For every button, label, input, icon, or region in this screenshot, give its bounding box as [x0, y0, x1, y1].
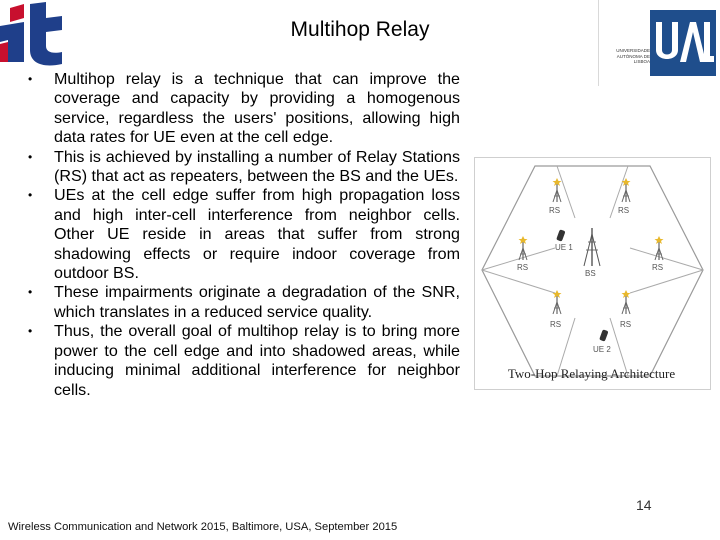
bullet-item — [24, 148, 460, 187]
diagram-caption: Two-Hop Relaying Architecture — [507, 366, 676, 381]
bullet-list — [24, 70, 460, 400]
ue1-label: UE 1 — [555, 243, 573, 252]
relay-station-icon — [519, 236, 528, 260]
hexagon-cell-diagram — [475, 158, 710, 389]
ual-logo — [596, 0, 720, 86]
rs-label: RS — [618, 206, 630, 215]
ue2-label: UE 2 — [593, 345, 611, 354]
rs-label: RS — [652, 263, 664, 272]
relay-station-icon — [553, 178, 562, 202]
rs-label: RS — [517, 263, 529, 272]
bs-label: BS — [585, 269, 596, 278]
bullet-dot-icon: • — [28, 188, 33, 203]
relay-station-icon — [622, 290, 631, 314]
bullet-item — [24, 322, 460, 400]
bullet-text: These impairments originate a degradation of the SNR, which translates in a reduced service quality. — [54, 283, 460, 321]
relay-station-icon — [655, 236, 664, 260]
sector-line — [630, 270, 703, 293]
relay-architecture-diagram — [474, 157, 711, 390]
page-number: 14 — [636, 497, 652, 513]
bullet-text: Multihop relay is a technique that can improve the coverage and capacity by providing a homogenous service, regardless the users' positions, allowing high data rates for UE even at the cell edge. — [54, 70, 460, 147]
bullet-dot-icon: • — [28, 72, 33, 86]
relay-station-icon — [622, 178, 631, 202]
bullet-dot-icon: • — [28, 149, 33, 164]
ue1-phone-icon — [556, 229, 565, 241]
sector-line — [482, 270, 555, 293]
rs-label: RS — [550, 320, 562, 329]
bullet-dot-icon: • — [28, 324, 33, 339]
bullet-text: UEs at the cell edge suffer from high propagation loss and high inter-cell interference from neighbor cells. Other UE reside in areas that suffer from strong shadowing effects or require indoor coverage from outdoor BS. — [54, 186, 460, 283]
relay-station-icon — [553, 290, 562, 314]
bullet-dot-icon: • — [28, 285, 33, 300]
bullet-item — [24, 70, 460, 148]
bullet-item — [24, 283, 460, 322]
bullet-item — [24, 186, 460, 283]
sector-line — [630, 248, 703, 270]
rs-label: RS — [549, 206, 561, 215]
ual-caption: UNIVERSIDADE AUTÓNOMA DE LISBOA — [616, 48, 650, 64]
bullet-text: This is achieved by installing a number of Relay Stations (RS) that act as repeaters, between the BS and the UEs. — [54, 147, 460, 186]
footer-text: Wireless Communication and Network 2015, Baltimore, USA, September 2015 — [8, 521, 398, 533]
page-title: Multihop Relay — [290, 18, 430, 41]
bullet-text: Thus, the overall goal of multihop relay is to bring more power to the cell edge and into shadowed areas, while inducing minimal additional interference for neighbor cells. — [54, 322, 460, 399]
base-station-icon — [584, 228, 600, 266]
ue2-phone-icon — [599, 329, 608, 341]
rs-label: RS — [620, 320, 632, 329]
